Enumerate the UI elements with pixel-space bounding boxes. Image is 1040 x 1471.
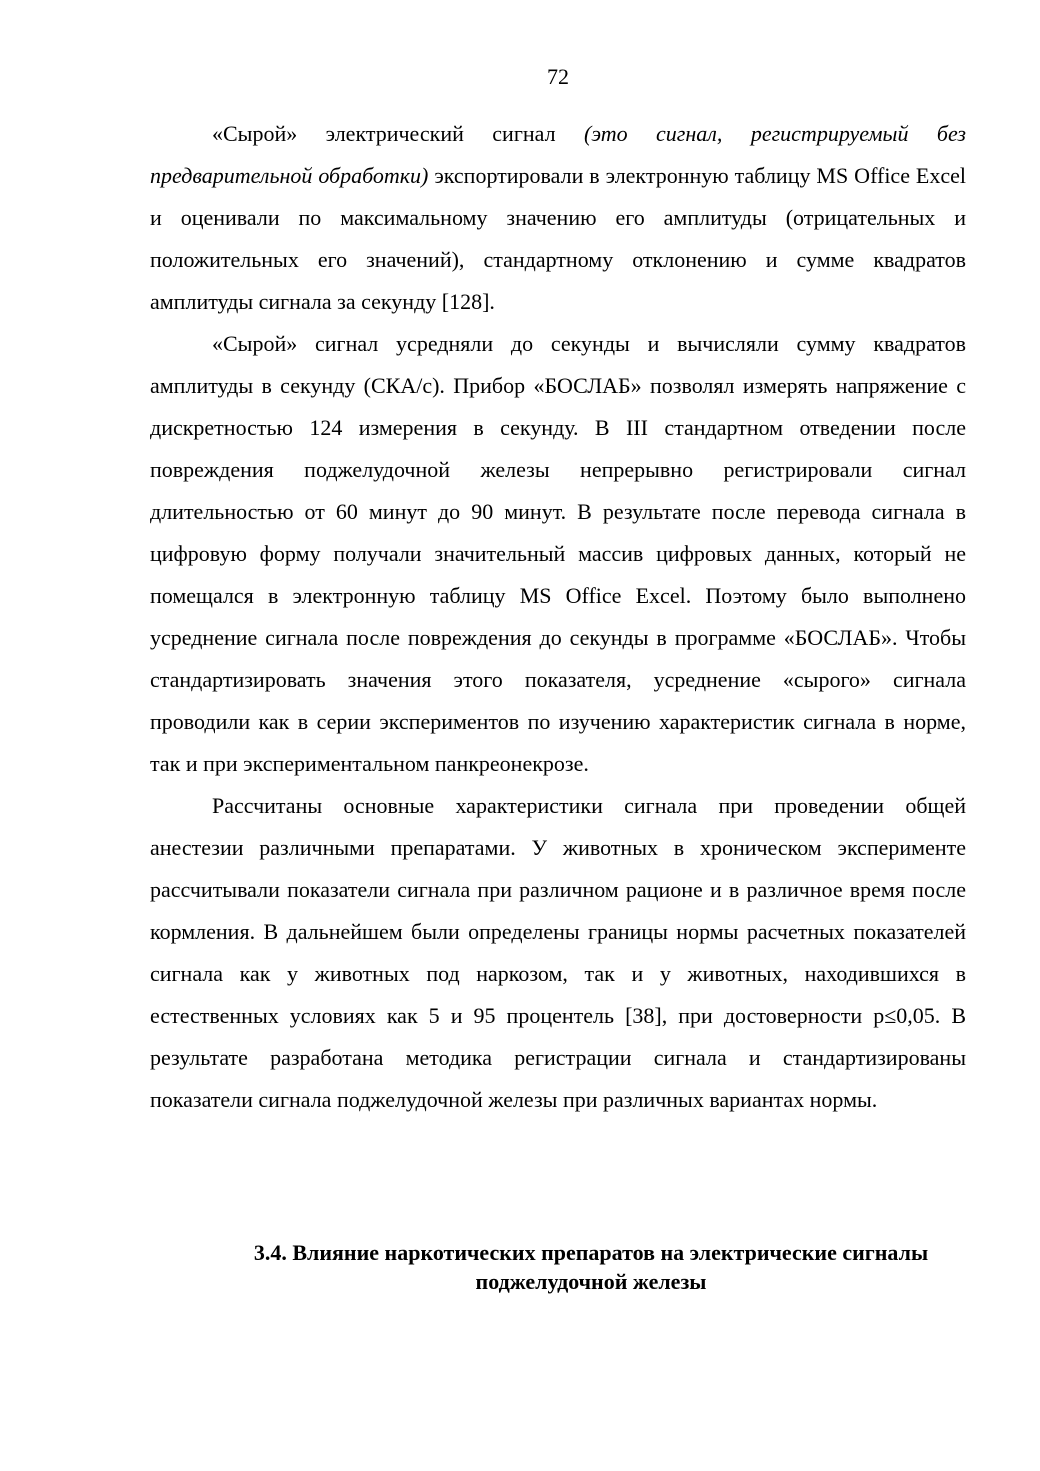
paragraph-characteristics: Рассчитаны основные характеристики сигнала при проведении общей анестезии различными препаратами. У животных в хроническом эксперименте рассчитывали показатели сигнала при различном рационе и в различное время после кормления. В дальнейшем были определены границы нормы расчетных показателей сигнала как у животных под наркозом, так и у животных, находившихся в естественных условиях как 5 и 95 процентель [38], при достоверности р≤0,05. В результате разработана методика регистрации сигнала и стандартизированы показатели сигнала поджелудочной железы при различных вариантах нормы. [150, 793, 966, 1112]
paragraph-averaging: «Сырой» сигнал усредняли до секунды и вычисляли сумму квадратов амплитуды в секунду (СКА/с). Прибор «БОСЛАБ» позволял измерять напряжение с дискретностью 124 измерения в секунду. В III стандартном отведении после повреждения поджелудочной железы непрерывно регистрировали сигнал длительностью от 60 минут до 90 минут. В результате после перевода сигнала в цифровую форму получали значительный массив цифровых данных, который не помещался в электронную таблицу MS Office Excel. Поэтому было выполнено усреднение сигнала после повреждения до секунды в программе «БОСЛАБ». Чтобы стандартизировать значения этого показателя, усреднение «сырого» сигнала проводили как в серии экспериментов по изучению характеристик сигнала в норме, так и при экспериментальном панкреонекрозе. [150, 331, 966, 776]
paragraph-raw-signal-start: «Сырой» электрический сигнал [212, 121, 584, 146]
page-number: 72 [547, 64, 569, 89]
section-heading-line-1: 3.4. Влияние наркотических препаратов на электрические сигналы [253, 1240, 929, 1265]
paragraph-raw-signal-italic: (это сигнал, регистрируемый без предварительной обработки) [150, 121, 966, 188]
body-text [150, 113, 966, 1121]
section-heading-line-2: поджелудочной железы [475, 1269, 707, 1294]
paragraph-raw-signal-end: экспортировали в электронную таблицу MS Office Excel и оценивали по максимальному значению его амплитуды (отрицательных и положительных его значений), стандартному отклонению и сумме квадратов амплитуды сигнала за секунду [128]. [150, 163, 966, 314]
section-heading [150, 1238, 1032, 1296]
paragraph-raw-signal [150, 113, 966, 323]
